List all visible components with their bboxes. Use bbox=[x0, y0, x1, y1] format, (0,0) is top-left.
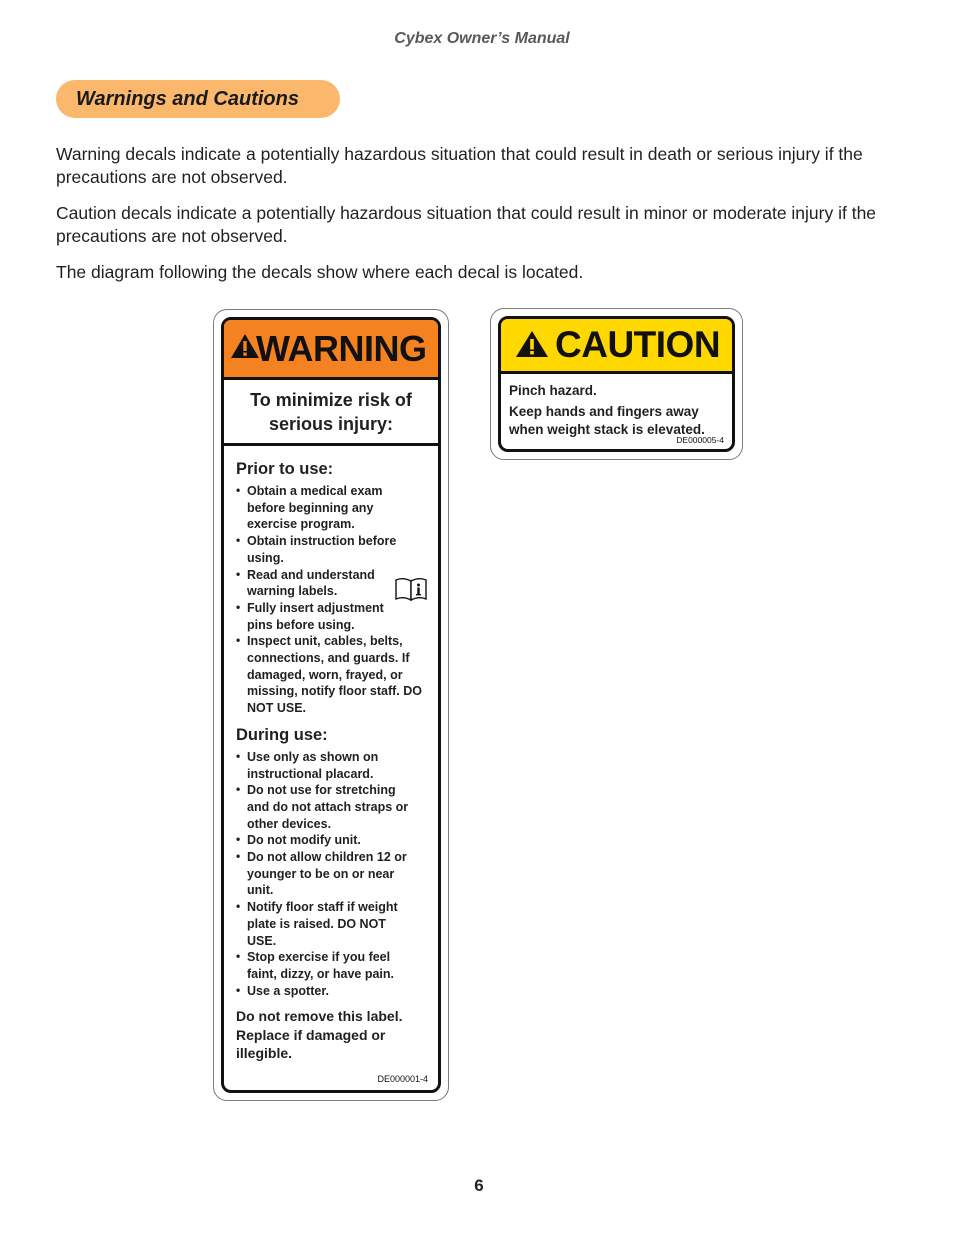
paragraph-warning-definition: Warning decals indicate a potentially hazardous situation that could result in death or serious injury if the precautions are not observed. bbox=[56, 144, 863, 187]
caution-instruction-text: Keep hands and fingers away when weight stack is elevated. bbox=[509, 404, 705, 437]
list-item: • Do not allow children 12 or younger to be on or near unit. bbox=[236, 849, 436, 899]
list-item: • Stop exercise if you feel faint, dizzy, or have pain. bbox=[236, 949, 436, 982]
warning-decal-frame bbox=[221, 317, 441, 1093]
caution-header bbox=[501, 319, 732, 374]
warning-body bbox=[236, 453, 436, 1063]
caution-triangle-icon bbox=[515, 330, 549, 358]
warning-header bbox=[224, 320, 438, 380]
list-item: • Notify floor staff if weight plate is raised. DO NOT USE. bbox=[236, 899, 436, 949]
section-title: Warnings and Cautions bbox=[56, 80, 340, 118]
warning-decal bbox=[213, 309, 449, 1101]
list-item: • Read and understand warning labels. bbox=[236, 567, 436, 600]
manual-info-icon bbox=[394, 576, 428, 602]
list-item: • Inspect unit, cables, belts, connections, and guards. If damaged, worn, frayed, or missing, notify floor staff. DO NOT USE. bbox=[236, 633, 436, 717]
warning-footer-text: Do not remove this label. Replace if damaged or illegible. bbox=[236, 1008, 403, 1062]
warning-subtitle: To minimize risk of serious injury: bbox=[224, 380, 438, 446]
list-item: • Fully insert adjustment pins before using. bbox=[236, 600, 436, 633]
warning-signal-word: WARNING bbox=[256, 328, 427, 369]
warning-decal-code: DE000001-4 bbox=[377, 1074, 428, 1084]
caution-decal-code: DE000005-4 bbox=[676, 435, 724, 445]
prior-to-use-heading: Prior to use: bbox=[236, 460, 334, 478]
paragraph-diagram-note: The diagram following the decals show where each decal is located. bbox=[56, 262, 584, 282]
list-item: • Use only as shown on instructional placard. bbox=[236, 749, 436, 782]
running-header: Cybex Owner’s Manual bbox=[394, 30, 570, 47]
caution-hazard-text: Pinch hazard. bbox=[509, 383, 597, 398]
paragraph-caution-definition: Caution decals indicate a potentially hazardous situation that could result in minor or moderate injury if the precautions are not observed. bbox=[56, 203, 877, 246]
caution-decal-frame bbox=[498, 316, 735, 452]
list-item: • Do not modify unit. bbox=[236, 832, 436, 849]
during-use-heading: During use: bbox=[236, 725, 328, 744]
list-item: • Obtain instruction before using. bbox=[236, 533, 436, 566]
during-use-list bbox=[236, 749, 436, 1000]
page-number: 6 bbox=[474, 1176, 484, 1195]
caution-body bbox=[509, 382, 731, 439]
list-item: • Use a spotter. bbox=[236, 983, 436, 1000]
caution-decal bbox=[490, 308, 743, 460]
list-item: • Obtain a medical exam before beginning any exercise program. bbox=[236, 483, 436, 533]
list-item: • Do not use for stretching and do not attach straps or other devices. bbox=[236, 782, 436, 832]
caution-signal-word: CAUTION bbox=[555, 324, 721, 365]
